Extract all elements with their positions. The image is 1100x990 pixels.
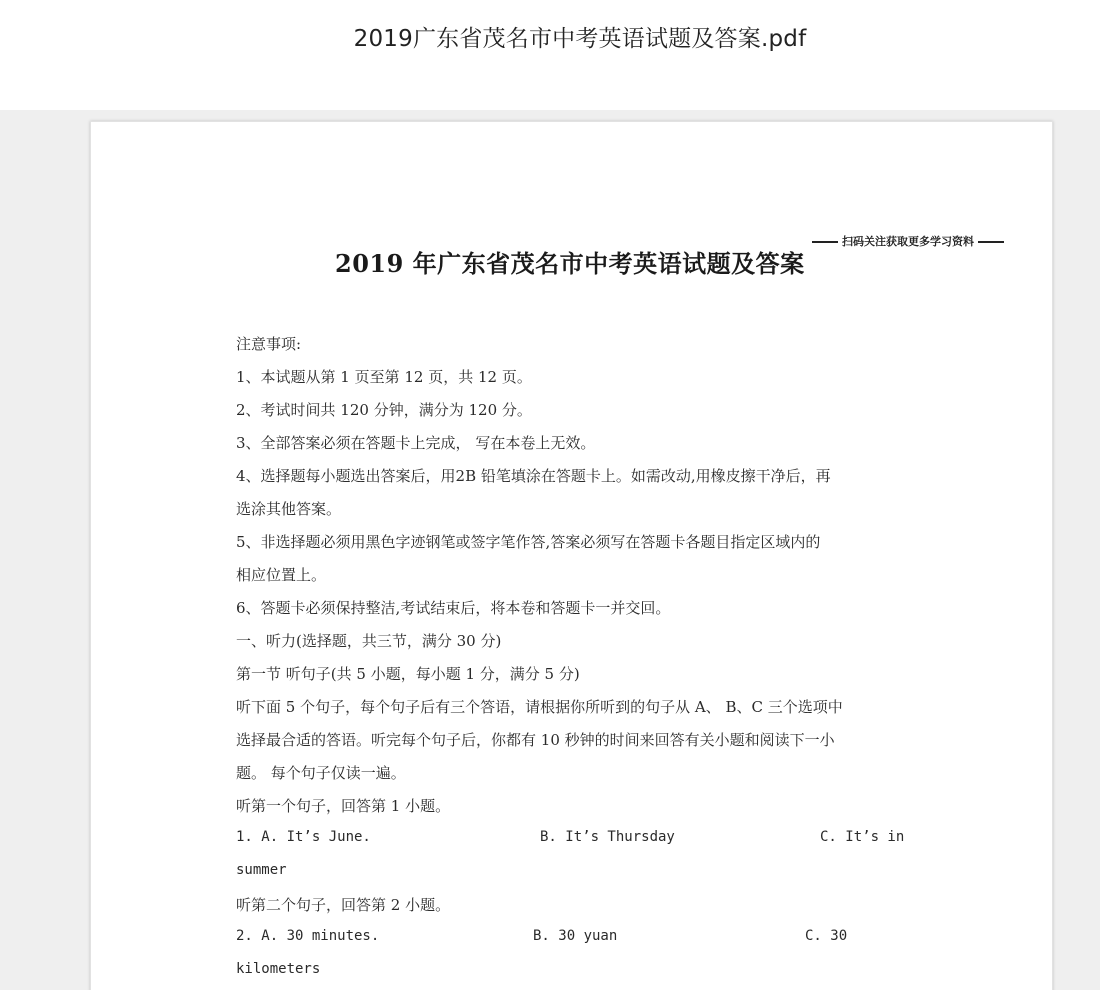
title-bar [0, 0, 1100, 110]
q1-prompt: 听第一个句子，回答第 1 小题。 [236, 797, 451, 815]
q1-option-c: C. It’s in [820, 829, 905, 845]
instruction-line-2: 选择最合适的答语。听完每个句子后，你都有 10 秒钟的时间来回答有关小题和阅读下一小 [236, 731, 835, 749]
q2-option-b: B. 30 yuan [533, 928, 618, 944]
watermark-line-right [978, 241, 1004, 243]
notice-line-2: 2、考试时间共 120 分钟，满分为 120 分。 [236, 401, 532, 419]
notice-line-1: 1、本试题从第 1 页至第 12 页，共 12 页。 [236, 368, 532, 386]
notice-line-4-cont: 选涂其他答案。 [236, 500, 342, 518]
notice-heading: 注意事项: [236, 335, 302, 353]
q1-option-a: 1. A. It’s June. [236, 829, 371, 845]
watermark-line-left [812, 241, 838, 243]
section-listening: 一、听力(选择题，共三节，满分 30 分) [236, 632, 502, 650]
notice-line-5: 5、非选择题必须用黑色字迹钢笔或签字笔作答,答案必须写在答题卡各题目指定区域内的 [236, 533, 821, 551]
q1-option-c-cont: summer [236, 862, 287, 878]
q2-option-c-cont: kilometers [236, 961, 321, 977]
part-one-heading: 第一节 听句子(共 5 小题，每小题 1 分，满分 5 分) [236, 665, 580, 683]
instruction-line-3: 题。 每个句子仅读一遍。 [236, 764, 406, 782]
exam-title: 2019 年广东省茂名市中考英语试题及答案 [335, 249, 805, 278]
notice-line-6: 6、答题卡必须保持整洁,考试结束后，将本卷和答题卡一并交回。 [236, 599, 671, 617]
q2-option-c: C. 30 [805, 928, 848, 944]
q2-prompt: 听第二个句子，回答第 2 小题。 [236, 896, 451, 914]
qr-watermark [808, 233, 1008, 249]
q2-option-a: 2. A. 30 minutes. [236, 928, 380, 944]
notice-line-3: 3、全部答案必须在答题卡上完成， 写在本卷上无效。 [236, 434, 596, 452]
instruction-line-1: 听下面 5 个句子，每个句子后有三个答语，请根据你所听到的句子从 A、 B、C 三个选项中 [236, 698, 843, 716]
document-title: 2019广东省茂名市中考英语试题及答案.pdf [353, 26, 807, 52]
q1-option-b: B. It’s Thursday [540, 829, 675, 845]
notice-line-4: 4、选择题每小题选出答案后，用2B 铅笔填涂在答题卡上。如需改动,用橡皮擦干净后，再 [236, 467, 831, 485]
watermark-text: 扫码关注获取更多学习资料 [842, 235, 974, 248]
notice-line-5-cont: 相应位置上。 [236, 566, 327, 584]
